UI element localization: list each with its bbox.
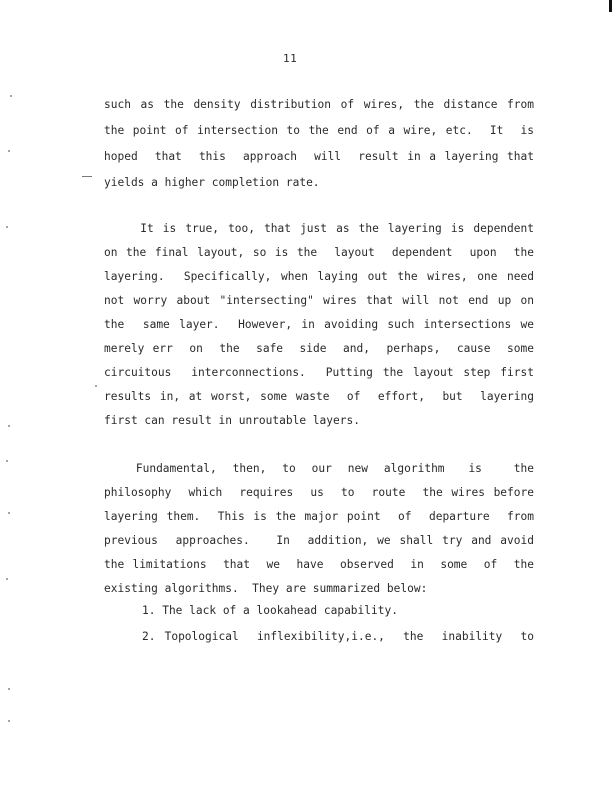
paragraph-3-line-3: layering them. This is the major point of departure from [104, 510, 534, 523]
list-item-1: 1. The lack of a lookahead capability. [142, 604, 398, 617]
paragraph-2-line-5: the same layer. However, in avoiding such intersections we [104, 318, 534, 331]
paragraph-2-line-8: results in, at worst, some waste of effort, but layering [104, 390, 534, 403]
paragraph-2-line-3: layering. Specifically, when laying out the wires, one need [104, 270, 534, 283]
paragraph-3-line-1: Fundamental, then, to our new algorithm is the [104, 462, 534, 475]
paragraph-1-line-3: hoped that this approach will result in a layering that [104, 150, 534, 163]
margin-mark [82, 176, 92, 177]
margin-dot [6, 460, 8, 462]
margin-dot [8, 688, 10, 690]
page-number: 11 [283, 52, 298, 65]
paragraph-2-line-7: circuitous interconnections. Putting the layout step first [104, 366, 534, 379]
paragraph-3-line-6: existing algorithms. They are summarized below: [104, 582, 428, 595]
margin-dot [6, 578, 8, 580]
paragraph-2-line-2: on the final layout, so is the layout dependent upon the [104, 246, 534, 259]
paragraph-1-line-2: the point of intersection to the end of a wire, etc. It is [104, 124, 534, 137]
paragraph-2-line-4: not worry about "intersecting" wires that will not end up on [104, 294, 534, 307]
margin-dot [8, 425, 10, 427]
paragraph-1-line-4: yields a higher completion rate. [104, 176, 320, 189]
paragraph-2-line-9: first can result in unroutable layers. [104, 414, 360, 427]
margin-dot [8, 720, 10, 722]
margin-dot [8, 512, 10, 514]
paragraph-3-line-4: previous approaches. In addition, we shall try and avoid [104, 534, 534, 547]
margin-dot [10, 95, 12, 97]
margin-dot [95, 385, 97, 387]
paragraph-3-line-2: philosophy which requires us to route the wires before [104, 486, 534, 499]
paragraph-2-line-6: merely err on the safe side and, perhaps, cause some [104, 342, 534, 355]
margin-dot [6, 226, 8, 228]
paragraph-2-line-1: It is true, too, that just as the layering is dependent [104, 222, 534, 235]
margin-dot [8, 150, 10, 152]
paragraph-3-line-5: the limitations that we have observed in some of the [104, 558, 534, 571]
list-item-2: 2. Topological inflexibility,i.e., the inability to [142, 630, 534, 643]
paragraph-1-line-1: such as the density distribution of wires, the distance from [104, 98, 534, 111]
